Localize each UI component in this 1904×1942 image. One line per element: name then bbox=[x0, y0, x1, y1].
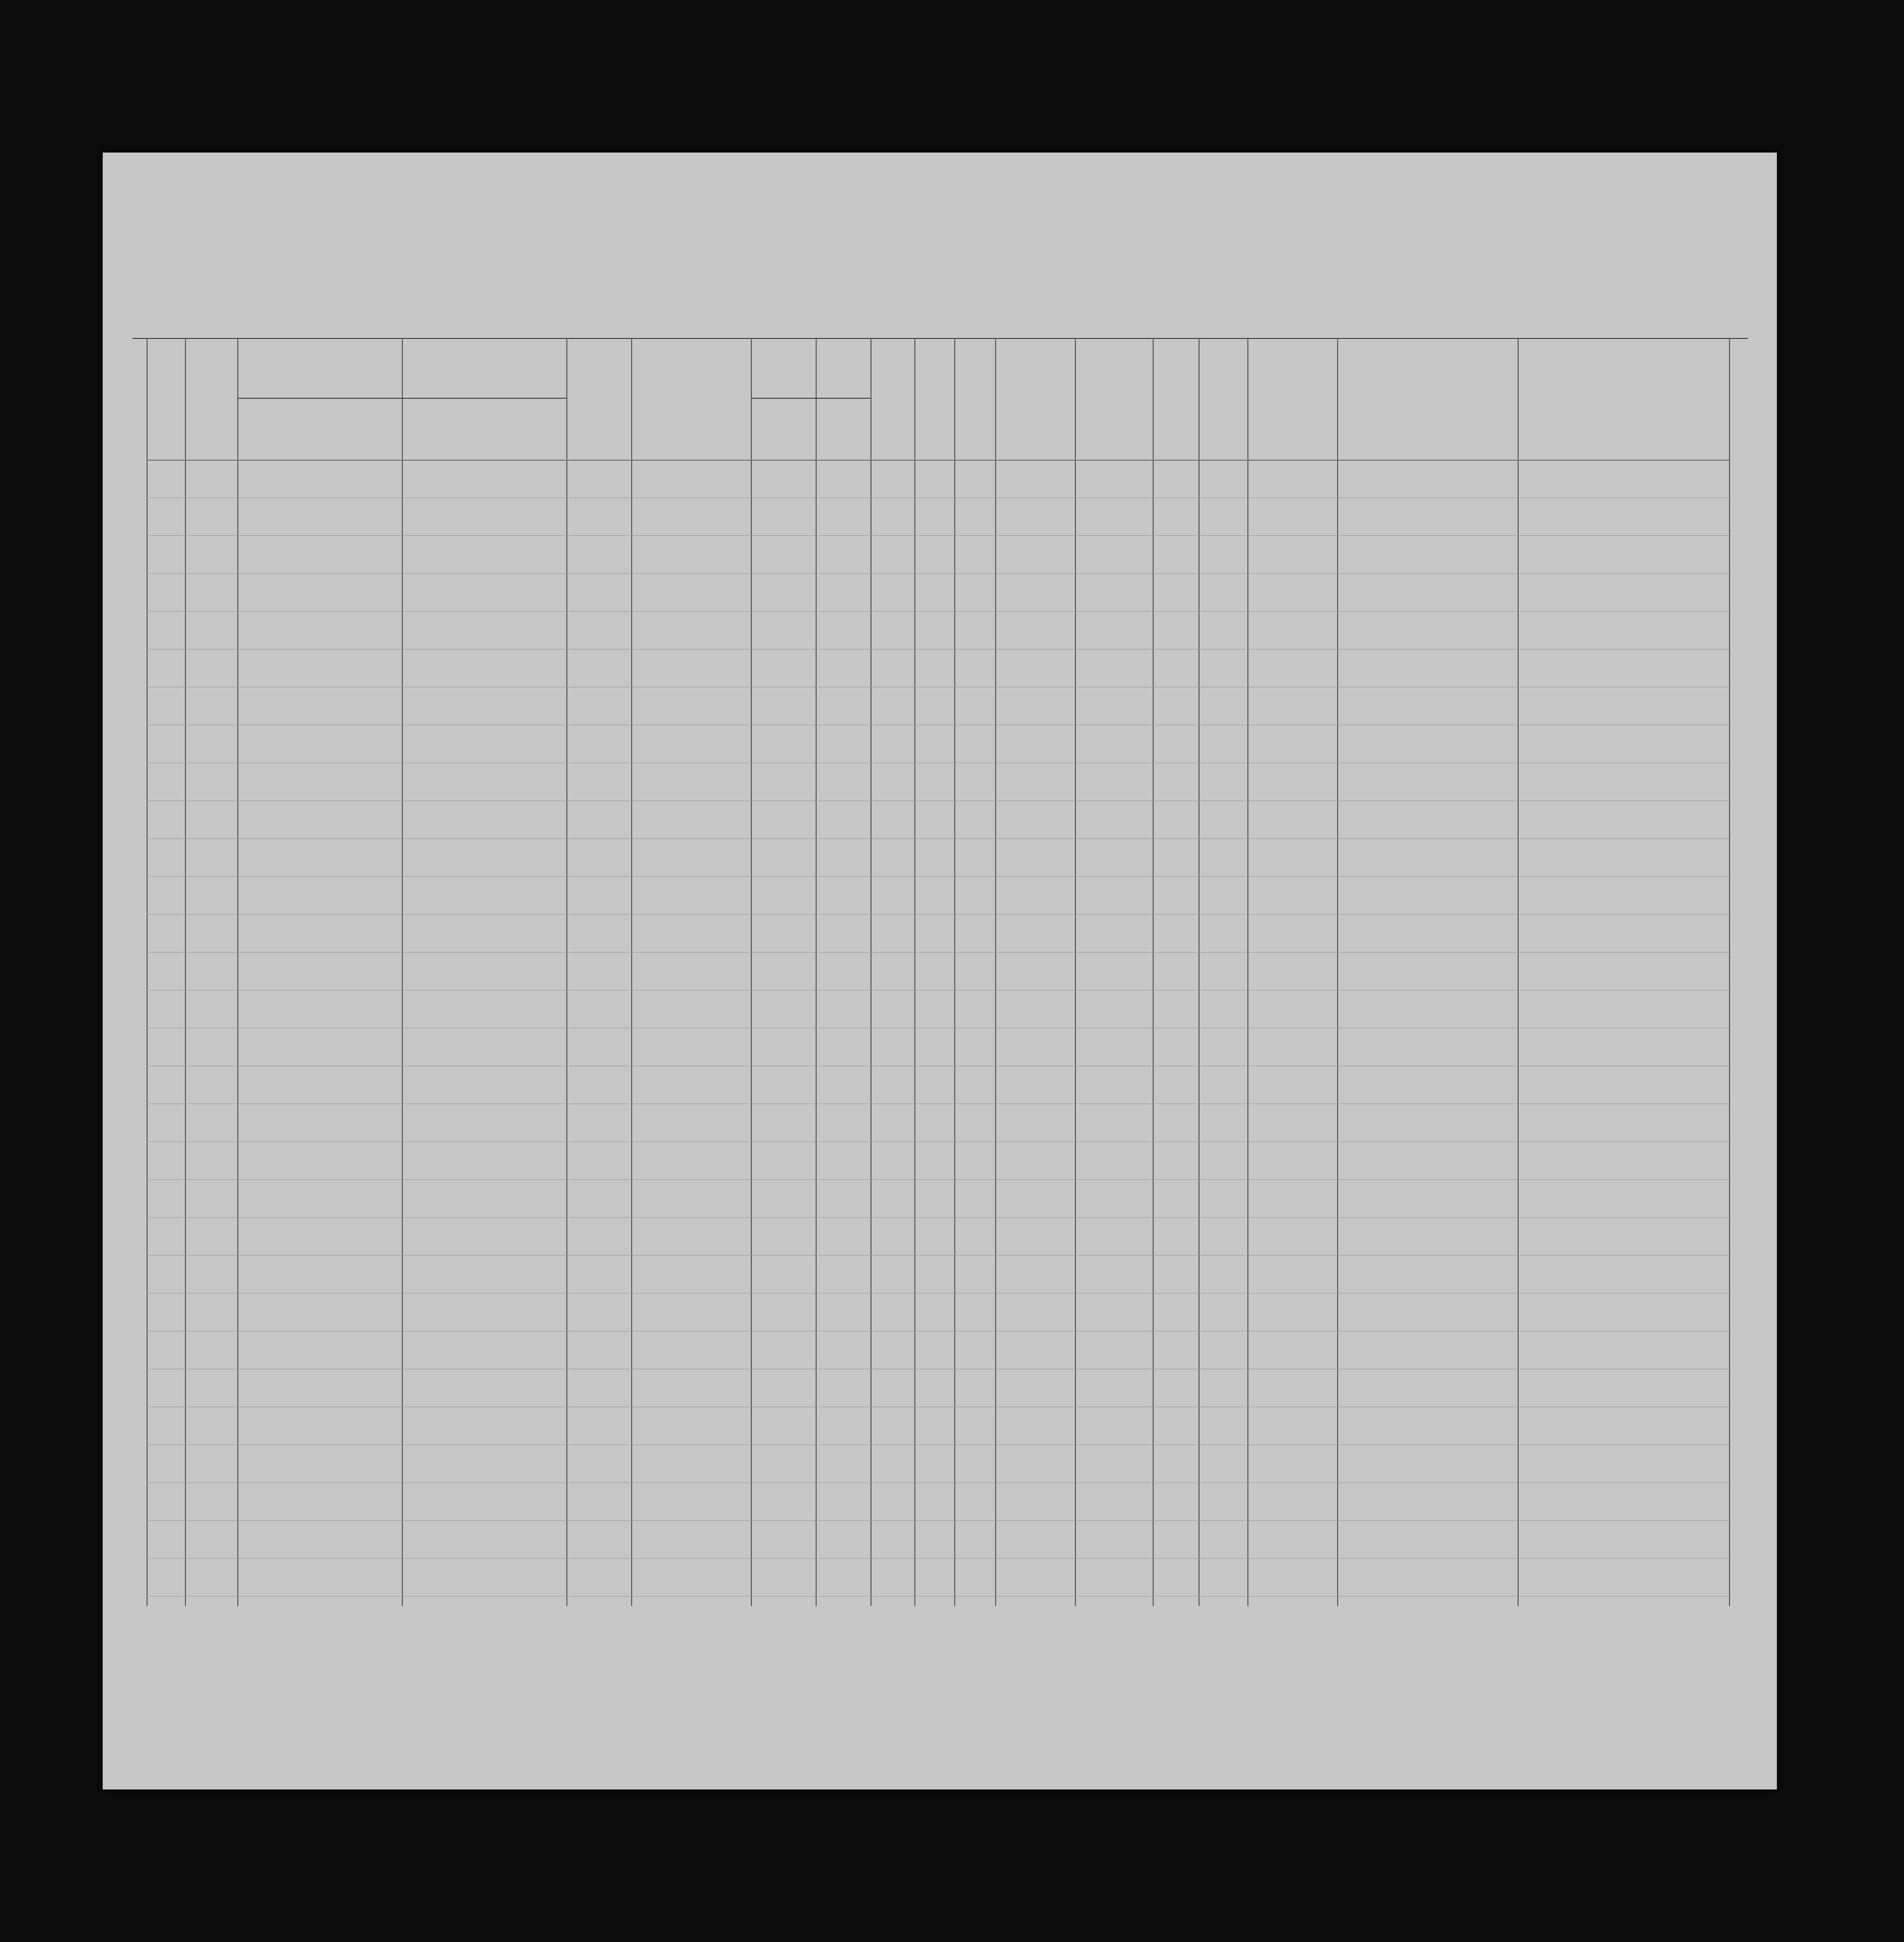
column-divider bbox=[1729, 338, 1730, 1606]
family-given-divider bbox=[402, 398, 403, 1606]
shipped-subheader-line bbox=[751, 398, 870, 399]
row-divider bbox=[147, 1217, 1729, 1218]
row-divider bbox=[147, 1141, 1729, 1142]
row-divider bbox=[147, 1482, 1729, 1483]
row-divider bbox=[147, 1558, 1729, 1559]
column-divider bbox=[1518, 338, 1519, 1606]
row-divider bbox=[147, 1293, 1729, 1294]
column-divider bbox=[751, 338, 752, 1606]
column-divider bbox=[1199, 338, 1200, 1606]
column-divider bbox=[914, 338, 915, 1606]
row-divider bbox=[147, 1596, 1729, 1597]
column-divider bbox=[1247, 338, 1248, 1606]
manifest-sheet bbox=[103, 153, 1777, 1789]
column-divider bbox=[237, 338, 238, 1606]
row-divider bbox=[147, 497, 1729, 498]
row-divider bbox=[147, 952, 1729, 953]
row-divider bbox=[147, 1520, 1729, 1521]
column-divider bbox=[147, 338, 148, 1606]
table-top-border bbox=[133, 338, 1748, 339]
row-divider bbox=[147, 914, 1729, 915]
row-divider bbox=[147, 838, 1729, 839]
row-divider bbox=[147, 611, 1729, 612]
column-divider bbox=[1075, 338, 1076, 1606]
column-divider bbox=[1337, 338, 1338, 1606]
row-divider bbox=[147, 535, 1729, 536]
column-divider bbox=[631, 338, 632, 1606]
row-divider bbox=[147, 1179, 1729, 1180]
row-divider bbox=[147, 1255, 1729, 1256]
row-divider bbox=[147, 876, 1729, 877]
column-divider bbox=[566, 338, 567, 1606]
column-divider bbox=[1153, 338, 1154, 1606]
column-divider bbox=[185, 338, 186, 1606]
column-divider bbox=[995, 338, 996, 1606]
column-divider bbox=[870, 338, 871, 1606]
column-divider bbox=[954, 338, 955, 1606]
column-divider bbox=[816, 338, 817, 1606]
manifest-table bbox=[103, 153, 1777, 1789]
row-divider bbox=[147, 573, 1729, 574]
